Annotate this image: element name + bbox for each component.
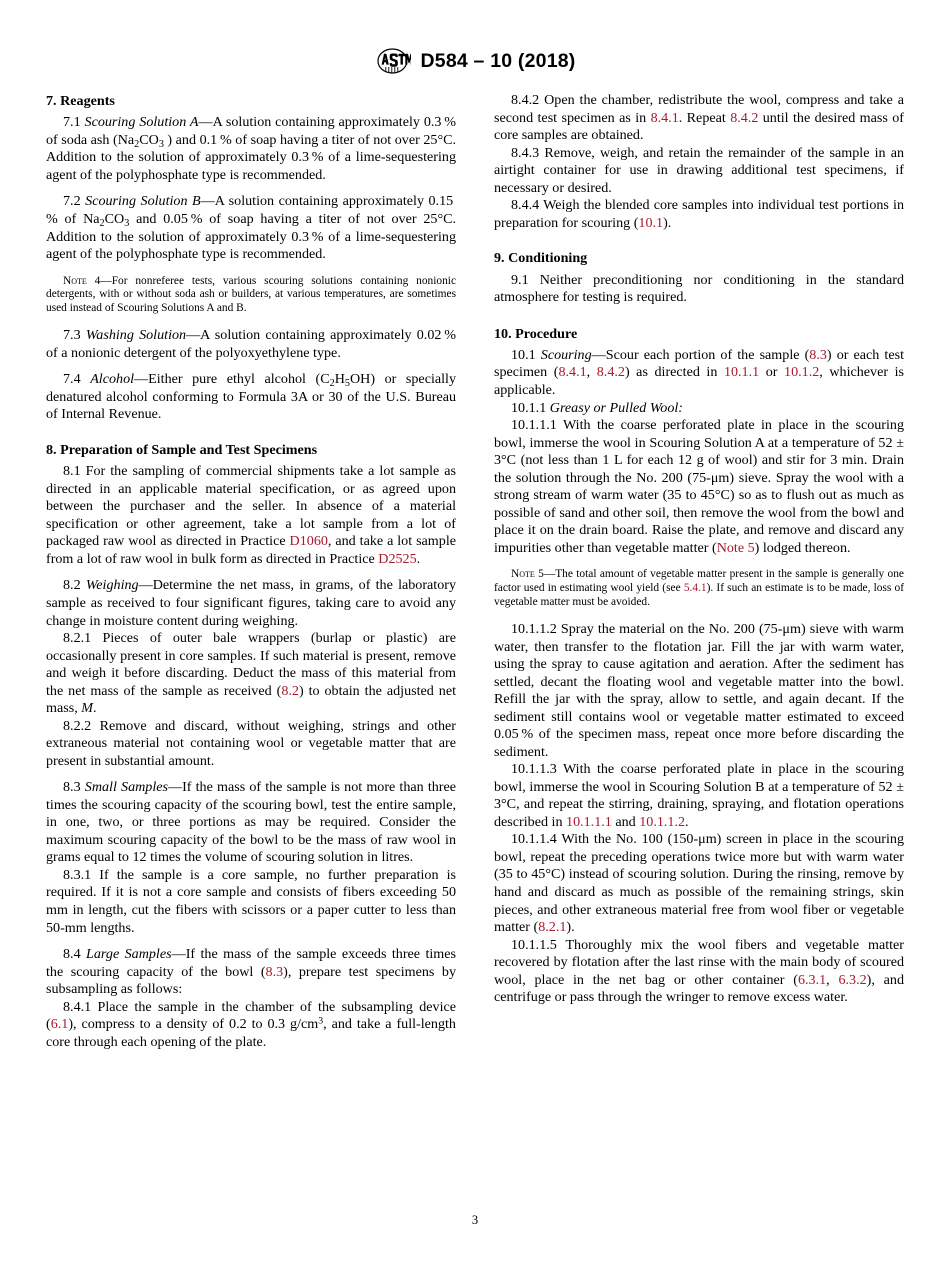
clause-text: . Repeat: [678, 109, 731, 126]
section-heading-8: 8. Preparation of Sample and Test Specimens: [46, 441, 318, 458]
clause-text: .: [685, 813, 689, 830]
clause-text: ), compress to a density of 0.2 to 0.3 g/cm: [68, 1016, 319, 1033]
clause-text: With the coarse perforated plate in place in the scouring bowl, immerse the wool in Scouring Solution A at a temperature of 52 ± 3°C (not less than 1 L for each 12 g of wool) and stir for 3 min. Drain the solution through the No. 200 (75-μm) sieve. Spray the wool with a strong stream of warm water (35 to 45°C) so as to flush out as much as possible of sand and other soil, then remove the wool from the bowl and place it on the drain board. Raise the plate, and remove and discard any impurities other than vegetable matter (: [494, 417, 904, 556]
paragraph-10-1-1-3: [494, 761, 904, 831]
clause-text: Open the chamber, redistribute the wool, compress and take a second test specimen as in: [494, 92, 904, 126]
subscript: 2: [329, 378, 335, 390]
clause-text: With the No. 100 (150-μm) screen in place in the scouring bowl, repeat the preceding operations twice more but with warm water (35 to 45°C) instead of scouring solution. During the rinsing, remove by hand and discard as much as possible of the remaining strings, skin pieces, and other extraneous material free from wool fiber or vegetable matter (: [494, 831, 904, 936]
paragraph-8-4-3: [494, 145, 904, 198]
subscript: 2: [134, 138, 140, 150]
clause-text: H: [334, 371, 345, 388]
clause-text: Place the sample in the chamber of the subsampling device (: [46, 998, 456, 1033]
paragraph-8-3: [46, 779, 456, 867]
clause-number: 10.1: [511, 346, 536, 363]
clause-text: or: [759, 364, 785, 381]
clause-text: , and take a full-length core through each opening of the plate.: [46, 1016, 456, 1050]
clause-number: 10.1.1.5: [511, 936, 557, 953]
clause-text: ,: [826, 971, 839, 988]
clause-number: 8.3: [63, 779, 81, 796]
clause-text: —If the mass of the sample is not more than three times the scouring capacity of the scouring bowl, test the entire sample, in one, two, or three portions as may be required. Consider the maximum scouring capacity of the bowl to be the mass of raw wool in grams equal to 12 times the volume of scouring solution in litres.: [46, 779, 456, 866]
clause-number: 10.1.1.1: [511, 417, 557, 434]
clause-title: Alcohol: [90, 371, 135, 388]
cross-reference-link[interactable]: 8.2.1: [538, 919, 567, 936]
clause-text: Weigh the blended core samples into individual test portions in preparation for scouring (: [494, 197, 904, 231]
clause-text: ).: [663, 214, 672, 231]
clause-text: , whichever is applicable.: [494, 364, 904, 398]
cross-reference-link[interactable]: 10.1: [638, 214, 664, 231]
paragraph-8-2: [46, 577, 456, 630]
clause-number: 7.1: [63, 114, 81, 131]
paragraph-8-4: [46, 946, 456, 999]
superscript: 3: [318, 1015, 324, 1027]
note-text: 4—For nonreferee tests, various scouring solutions containing nonionic detergents, with or without soda ash or builders, at various temperatures, are sometimes used instead of Scouring Solutions A and B.: [46, 274, 456, 315]
clause-text: Spray the material on the No. 200 (75-μm) sieve with warm water, then transfer to the flotation jar. Fill the jar with warm water, using the spray to cause agitation and aeration. After the sediment has settled, decant the floating wool and vegetable matter into the bowl. Refill the jar with the spray, allow to settle, and again decant. If the sediment still contains wool or vegetable matter estimated to exceed 0.05 % of the specimen mass, repeat once more before discarding the sediment.: [494, 621, 904, 760]
clause-number: 8.2.2: [63, 717, 92, 734]
clause-title: Large Samples: [86, 946, 172, 963]
paragraph-10-1-1-2: [494, 621, 904, 761]
cross-reference-link[interactable]: 10.1.1: [723, 364, 760, 381]
section-heading-10: 10. Procedure: [494, 325, 578, 342]
cross-reference-link[interactable]: 8.4.1: [650, 109, 679, 126]
standard-designation: D584 – 10 (2018): [420, 49, 576, 72]
subscript: 3: [158, 138, 164, 150]
clause-text: CO: [104, 210, 125, 227]
clause-text: Pieces of outer bale wrappers (burlap or plastic) are occasionally present in core samples. If such material is present, remove and weigh it before discarding. Deduct the mass of this material from the net mass of the sample as received (: [46, 630, 456, 699]
note-text: ). If such an estimate is to be made, loss of vegetable matter must be avoided.: [494, 582, 904, 609]
clause-text: .: [92, 700, 97, 717]
clause-text: Remove and discard, without weighing, strings and other extraneous material not containing wool or vegetable matter that are present in substantial amount.: [46, 717, 456, 769]
paragraph-10-1: [494, 347, 904, 400]
paragraph-8-4-1: [46, 999, 456, 1052]
subscript: 5: [344, 378, 350, 390]
cross-reference-link[interactable]: 8.3: [809, 346, 827, 363]
clause-text: Thoroughly mix the wool fibers and vegetable matter recovered by flotation after the last rinse with the main body of scoured wool, place in the net bag or other container (: [494, 936, 904, 988]
cross-reference-link[interactable]: 8.4.2: [596, 364, 625, 381]
paragraph-7-1: [46, 114, 456, 184]
left-column: [46, 92, 456, 1212]
clause-number: 7.4: [63, 371, 81, 388]
clause-number: 10.1.1.2: [511, 621, 557, 638]
clause-title: Washing Solution: [85, 327, 187, 344]
paragraph-7-2: [46, 193, 456, 263]
cross-reference-link[interactable]: 5.4.1: [683, 582, 707, 595]
paragraph-8-4-2: [494, 92, 904, 145]
clause-number: 8.4.4: [511, 197, 540, 214]
clause-text: —Scour each portion of the sample (: [591, 346, 810, 363]
cross-reference-link[interactable]: 10.1.2: [784, 364, 820, 381]
right-column: [494, 92, 904, 1212]
note-text: 5—The total amount of vegetable matter present in the sample is generally one factor used in estimating wool yield (see: [494, 568, 904, 595]
paragraph-10-1-1-5: [494, 937, 904, 1007]
clause-text: Remove, weigh, and retain the remainder of the sample in an airtight container for use in drawing additional test specimens, if necessary or desired.: [494, 144, 904, 196]
section-heading-9: 9. Conditioning: [494, 250, 588, 267]
cross-reference-link[interactable]: 8.3: [265, 963, 284, 980]
clause-text: ) to obtain the adjusted net mass,: [46, 682, 456, 717]
clause-text: ), prepare test specimens by subsampling as follows:: [46, 963, 457, 998]
clause-text: .: [416, 550, 421, 567]
paragraph-10-1-1-1: [494, 417, 904, 557]
clause-number: 10.1.1: [511, 399, 547, 416]
cross-reference-link[interactable]: 8.4.2: [730, 109, 759, 126]
cross-reference-link[interactable]: D2525: [378, 550, 417, 567]
clause-text: Neither preconditioning nor conditioning in the standard atmosphere for testing is required.: [494, 271, 904, 306]
clause-number: 8.4.1: [63, 998, 92, 1015]
clause-number: 7.2: [63, 193, 81, 210]
cross-reference-link[interactable]: 10.1.1.2: [639, 813, 686, 830]
clause-text: —A solution containing approximately 0.3 % of soda ash (Na: [46, 114, 456, 148]
clause-text: ) and 0.1 % of soap having a titer of not over 25°C. Addition to the solution of approximately 0.3 % of a lime-sequestering agent of the polyphosphate type is recommended.: [46, 131, 456, 183]
clause-text: ) or each test specimen (: [494, 346, 904, 381]
clause-text: ).: [566, 919, 575, 936]
clause-title: Weighing: [85, 577, 139, 594]
clause-text: ,: [586, 364, 597, 381]
clause-number: 8.1: [63, 463, 81, 480]
clause-text: OH) or specially denatured alcohol conforming to Formula 3A or 30 of the U.S. Bureau of Internal Revenue.: [46, 371, 456, 423]
clause-text: —A solution containing approximately 0.15 % of Na: [46, 193, 457, 227]
paragraph-10-1-1-4: [494, 831, 904, 936]
clause-text: CO: [139, 131, 159, 148]
clause-text: ) lodged thereon.: [754, 539, 851, 556]
page-footer: [0, 1213, 950, 1228]
clause-number: 8.4: [63, 946, 81, 963]
paragraph-8-2-2: [46, 718, 456, 771]
clause-number: 8.2: [63, 577, 81, 594]
cross-reference-link[interactable]: 10.1.1.1: [566, 813, 612, 830]
subscript: 3: [124, 217, 130, 229]
clause-number: 8.4.2: [511, 92, 540, 108]
paragraph-8-4-4: [494, 197, 904, 232]
cross-reference-link[interactable]: 8.4.1: [558, 364, 587, 381]
clause-text: and 0.05 % of soap having a titer of not over 25°C. Addition to the solution of approximately 0.3 % of a lime-sequestering agent of the polyphosphate type is recommended.: [46, 210, 456, 263]
clause-text: until the desired mass of core samples are obtained.: [494, 109, 904, 144]
clause-text: ), and centrifuge or pass through the wringer to remove excess water.: [494, 971, 904, 1006]
note-4: [46, 275, 456, 317]
symbol-italic: M: [81, 700, 93, 717]
paragraph-8-3-1: [46, 867, 456, 937]
cross-reference-link[interactable]: 6.3.1: [797, 971, 827, 988]
clause-text: If the sample is a core sample, no further preparation is required. If it is not a core sample and consists of fibers exceeding 50 mm in length, cut the fibers with scissors or a paper cutter to less than 50-mm lengths.: [46, 866, 456, 936]
astm-logo-icon: [375, 46, 411, 76]
clause-text: , and take a lot sample from a lot of raw wool in bulk form as directed in Practice: [46, 533, 456, 567]
cross-reference-link[interactable]: 8.2: [281, 682, 299, 699]
note-5: [494, 568, 904, 610]
clause-title: Greasy or Pulled Wool:: [549, 399, 683, 416]
clause-number: 8.3.1: [63, 866, 92, 883]
paragraph-7-3: [46, 327, 456, 362]
clause-title: Scouring: [540, 346, 592, 363]
section-heading-7: 7. Reagents: [46, 93, 115, 109]
clause-number: 10.1.1.3: [511, 761, 557, 778]
clause-title: Scouring Solution A: [84, 114, 199, 131]
subscript: 2: [99, 217, 105, 229]
two-column-body: [46, 92, 904, 1212]
cross-reference-link[interactable]: 6.3.2: [838, 971, 867, 988]
clause-text: For the sampling of commercial shipments take a lot sample as directed in an applicable material specification, or as agreed upon between the purchaser and the seller. In absence of a material specification or other agreement, take a lot sample from a lot of packaged raw wool as directed in Practice: [46, 463, 456, 550]
clause-title: Scouring Solution B: [85, 193, 201, 210]
clause-text: With the coarse perforated plate in place in the scouring bowl, immerse the wool in Scouring Solution B at a temperature of 52 ± 3°C, and repeat the stirring, draining, spraying, and flotation operations described in: [494, 761, 904, 830]
clause-text: ) as directed in: [624, 364, 724, 381]
clause-text: —A solution containing approximately 0.02 % of a nonionic detergent of the polyoxyethylene type.: [46, 327, 456, 361]
clause-number: 8.2.1: [63, 630, 92, 647]
paragraph-10-1-1: [494, 400, 904, 418]
page-number: 3: [471, 1213, 479, 1227]
cross-reference-link[interactable]: 6.1: [50, 1016, 69, 1033]
clause-number: 10.1.1.4: [511, 831, 557, 848]
note-label: Note: [63, 274, 87, 287]
clause-number: 8.4.3: [511, 144, 540, 161]
paragraph-7-4: [46, 371, 456, 424]
note-label: Note: [511, 568, 535, 581]
page-header: [0, 46, 950, 76]
paragraph-8-2-1: [46, 630, 456, 718]
cross-reference-link[interactable]: D1060: [289, 533, 328, 550]
clause-text: —Determine the net mass, in grams, of the laboratory sample as received to four significant figures, taking care to avoid any change in moisture content during weighing.: [46, 577, 456, 629]
paragraph-8-1: [46, 463, 456, 568]
clause-number: 7.3: [63, 327, 81, 344]
clause-title: Small Samples: [84, 779, 169, 796]
clause-text: —Either pure ethyl alcohol (C: [134, 371, 330, 388]
clause-text: —If the mass of the sample exceeds three times the scouring capacity of the bowl (: [46, 946, 456, 980]
paragraph-9-1: [494, 272, 904, 307]
clause-number: 9.1: [511, 271, 529, 288]
clause-text: and: [611, 813, 640, 830]
cross-reference-link[interactable]: Note 5: [716, 539, 755, 556]
